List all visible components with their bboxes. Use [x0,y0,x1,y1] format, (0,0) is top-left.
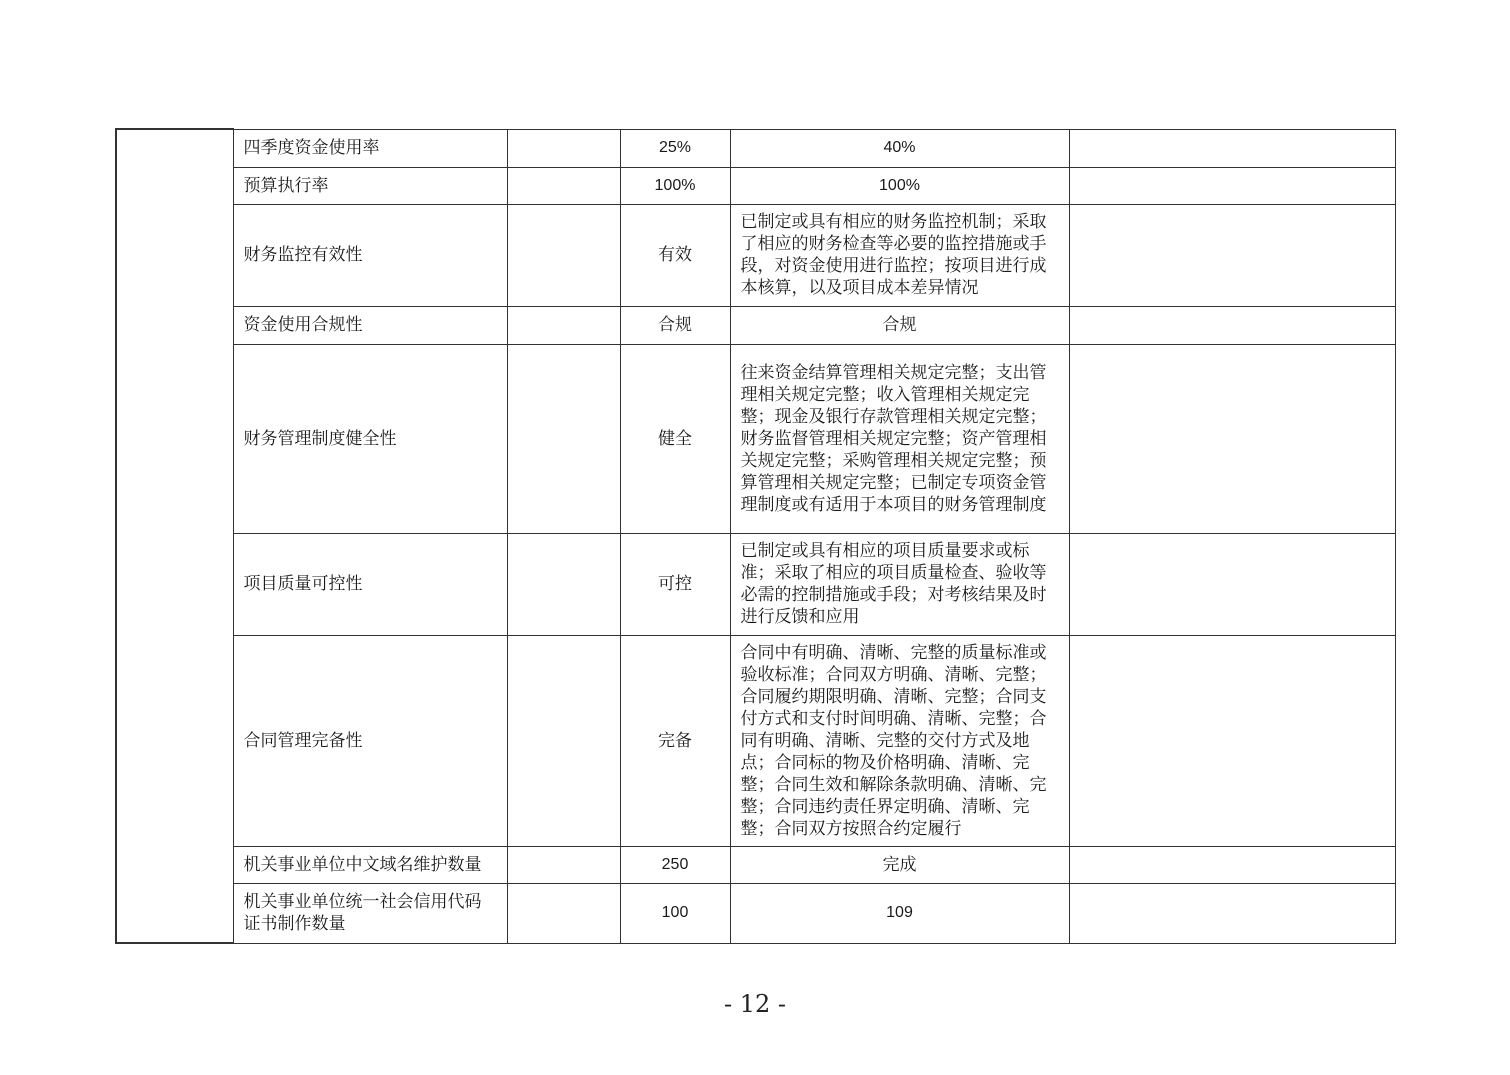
target-value-cell: 合规 [620,306,730,344]
target-value-cell: 完备 [620,635,730,846]
table-row [116,129,1395,167]
indicator-name-cell: 财务监控有效性 [233,204,507,306]
empty-cell [507,846,620,883]
indicator-name-cell: 四季度资金使用率 [233,129,507,167]
target-value-cell: 100 [620,883,730,943]
table-row [116,883,1395,943]
actual-value-cell: 完成 [730,846,1069,883]
empty-cell [507,533,620,635]
indicator-name-cell: 财务管理制度健全性 [233,344,507,533]
indicator-name-cell: 机关事业单位中文域名维护数量 [233,846,507,883]
page-number: - 12 - [723,990,786,1018]
target-value-cell: 25% [620,129,730,167]
table-row [116,204,1395,306]
actual-value-cell: 100% [730,167,1069,204]
table-row [116,167,1395,204]
table-row [116,635,1395,846]
target-value-cell: 100% [620,167,730,204]
indicator-name-cell: 资金使用合规性 [233,306,507,344]
remarks-cell [1069,883,1395,943]
remarks-cell [1069,635,1395,846]
remarks-cell [1069,204,1395,306]
target-value-cell: 健全 [620,344,730,533]
empty-cell [507,129,620,167]
empty-cell [507,883,620,943]
actual-value-cell: 已制定或具有相应的项目质量要求或标准；采取了相应的项目质量检查、验收等必需的控制措施或手段；对考核结果及时进行反馈和应用 [730,533,1069,635]
empty-cell [507,167,620,204]
table-row [116,533,1395,635]
indicator-name-cell: 机关事业单位统一社会信用代码证书制作数量 [233,883,507,943]
target-value-cell: 有效 [620,204,730,306]
table-row [116,344,1395,533]
actual-value-cell: 合规 [730,306,1069,344]
remarks-cell [1069,846,1395,883]
indicator-name-cell: 项目质量可控性 [233,533,507,635]
indicator-name-cell: 预算执行率 [233,167,507,204]
remarks-cell [1069,306,1395,344]
actual-value-cell: 合同中有明确、清晰、完整的质量标准或验收标准；合同双方明确、清晰、完整；合同履约期限明确、清晰、完整；合同支付方式和支付时间明确、清晰、完整；合同有明确、清晰、完整的交付方式及地点；合同标的物及价格明确、清晰、完整；合同生效和解除条款明确、清晰、完整；合同违约责任界定明确、清晰、完整；合同双方按照合约定履行 [730,635,1069,846]
actual-value-cell: 已制定或具有相应的财务监控机制；采取了相应的财务检查等必要的监控措施或手段，对资金使用进行监控；按项目进行成本核算，以及项目成本差异情况 [730,204,1069,306]
remarks-cell [1069,167,1395,204]
target-value-cell: 可控 [620,533,730,635]
empty-cell [507,635,620,846]
category-cell [116,129,233,943]
remarks-cell [1069,533,1395,635]
remarks-cell [1069,129,1395,167]
table-row [116,846,1395,883]
target-value-cell: 250 [620,846,730,883]
indicator-name-cell: 合同管理完备性 [233,635,507,846]
remarks-cell [1069,344,1395,533]
empty-cell [507,344,620,533]
actual-value-cell: 109 [730,883,1069,943]
actual-value-cell: 40% [730,129,1069,167]
indicator-table [115,128,1396,944]
empty-cell [507,204,620,306]
empty-cell [507,306,620,344]
actual-value-cell: 往来资金结算管理相关规定完整；支出管理相关规定完整；收入管理相关规定完整；现金及银行存款管理相关规定完整；财务监督管理相关规定完整；资产管理相关规定完整；采购管理相关规定完整；预算管理相关规定完整；已制定专项资金管理制度或有适用于本项目的财务管理制度 [730,344,1069,533]
table-row [116,306,1395,344]
